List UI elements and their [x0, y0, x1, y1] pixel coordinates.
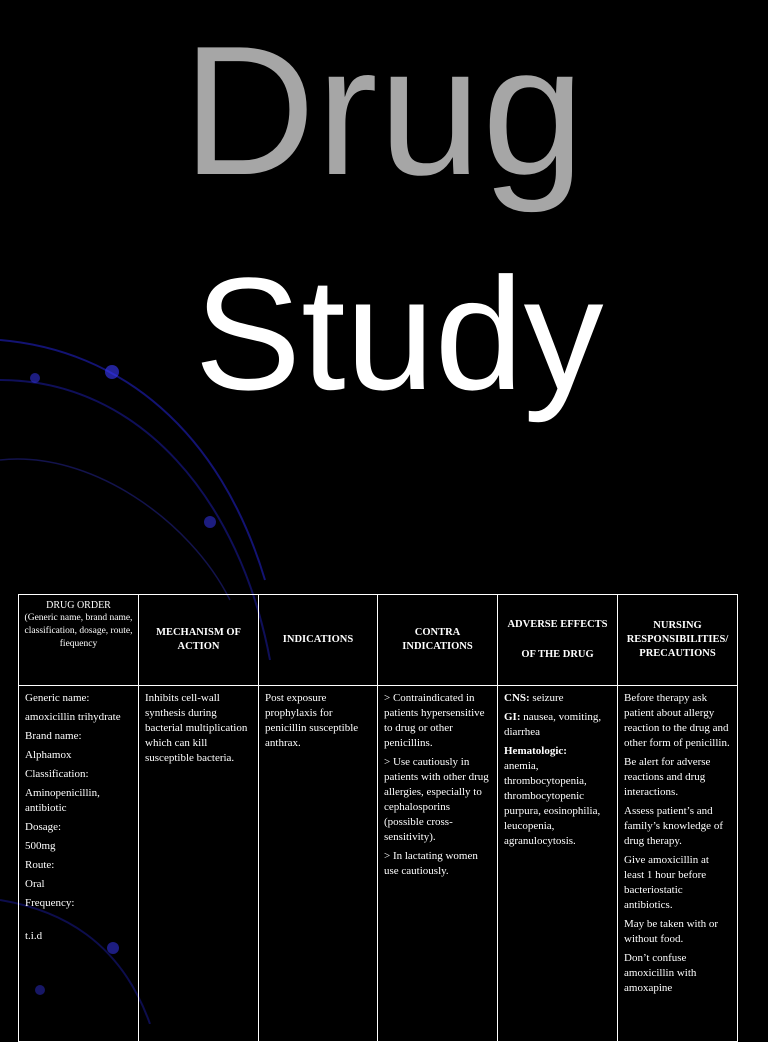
generic-value: amoxicillin trihydrate	[25, 711, 121, 723]
frequency-label: Frequency:	[25, 897, 75, 909]
nursing-item: Don’t confuse amoxicillin with amoxapine	[624, 952, 697, 994]
class-value: Aminopenicillin, antibiotic	[25, 787, 100, 814]
drug-study-table	[18, 594, 738, 1042]
nursing-item: May be taken with or without food.	[624, 918, 719, 945]
dosage-label: Dosage:	[25, 821, 62, 833]
route-label: Route:	[25, 859, 55, 871]
contra-item: > Use cautiously in patients with other drug allergies, especially to cephalosporins (possible cross-sensitivity).	[384, 756, 489, 843]
generic-label: Generic name:	[25, 692, 90, 704]
cell-adverse-effects	[498, 686, 618, 1042]
header-drug-order: DRUG ORDER (Generic name, brand name, classification, dosage, route, fiequency	[19, 595, 139, 686]
title-study: Study	[194, 244, 604, 423]
nursing-item: Be alert for adverse reactions and drug interactions.	[624, 756, 711, 798]
title-drug: Drug	[182, 7, 586, 213]
table-header-row	[19, 595, 738, 686]
route-value: Oral	[25, 878, 45, 890]
header-adverse-effects: ADVERSE EFFECTS OF THE DRUG	[498, 595, 618, 686]
header-nursing: NURSING RESPONSIBILITIES/ PRECAUTIONS	[618, 595, 738, 686]
adverse-gi: GI: nausea, vomiting, diarrhea	[504, 711, 602, 738]
nursing-item: Assess patient’s and family’s knowledge of drug therapy.	[624, 805, 723, 847]
cell-nursing	[618, 686, 738, 1042]
adverse-hema-value: anemia, thrombocytopenia, thrombocytopenic purpura, eosinophilia, leucopenia, agranulocytosis.	[504, 760, 601, 847]
brand-label: Brand name:	[25, 730, 82, 742]
nursing-item: Before therapy ask patient about allergy reaction to the drug and other form of penicillin.	[624, 692, 730, 749]
class-label: Classification:	[25, 768, 89, 780]
header-contraindications: CONTRA INDICATIONS	[378, 595, 498, 686]
contra-item: > In lactating women use cautiously.	[384, 850, 478, 877]
cell-contraindications	[378, 686, 498, 1042]
header-indications: INDICATIONS	[259, 595, 378, 686]
cell-mechanism: Inhibits cell-wall synthesis during bacterial multiplication which can kill susceptible bacteria.	[139, 686, 259, 1042]
cell-drug-order	[19, 686, 139, 1042]
adverse-hema-label: Hematologic:	[504, 745, 567, 757]
nursing-item: Give amoxicillin at least 1 hour before bacteriostatic antibiotics.	[624, 854, 709, 911]
contra-item: > Contraindicated in patients hypersensitive to drug or other penicillins.	[384, 692, 485, 749]
frequency-value: t.i.d	[25, 930, 43, 942]
dosage-value: 500mg	[25, 840, 56, 852]
adverse-cns: CNS: seizure	[504, 692, 564, 704]
header-mechanism: MECHANISM OF ACTION	[139, 595, 259, 686]
table-row	[19, 686, 738, 1042]
cell-indications: Post exposure prophylaxis for penicillin susceptible anthrax.	[259, 686, 378, 1042]
brand-value: Alphamox	[25, 749, 72, 761]
